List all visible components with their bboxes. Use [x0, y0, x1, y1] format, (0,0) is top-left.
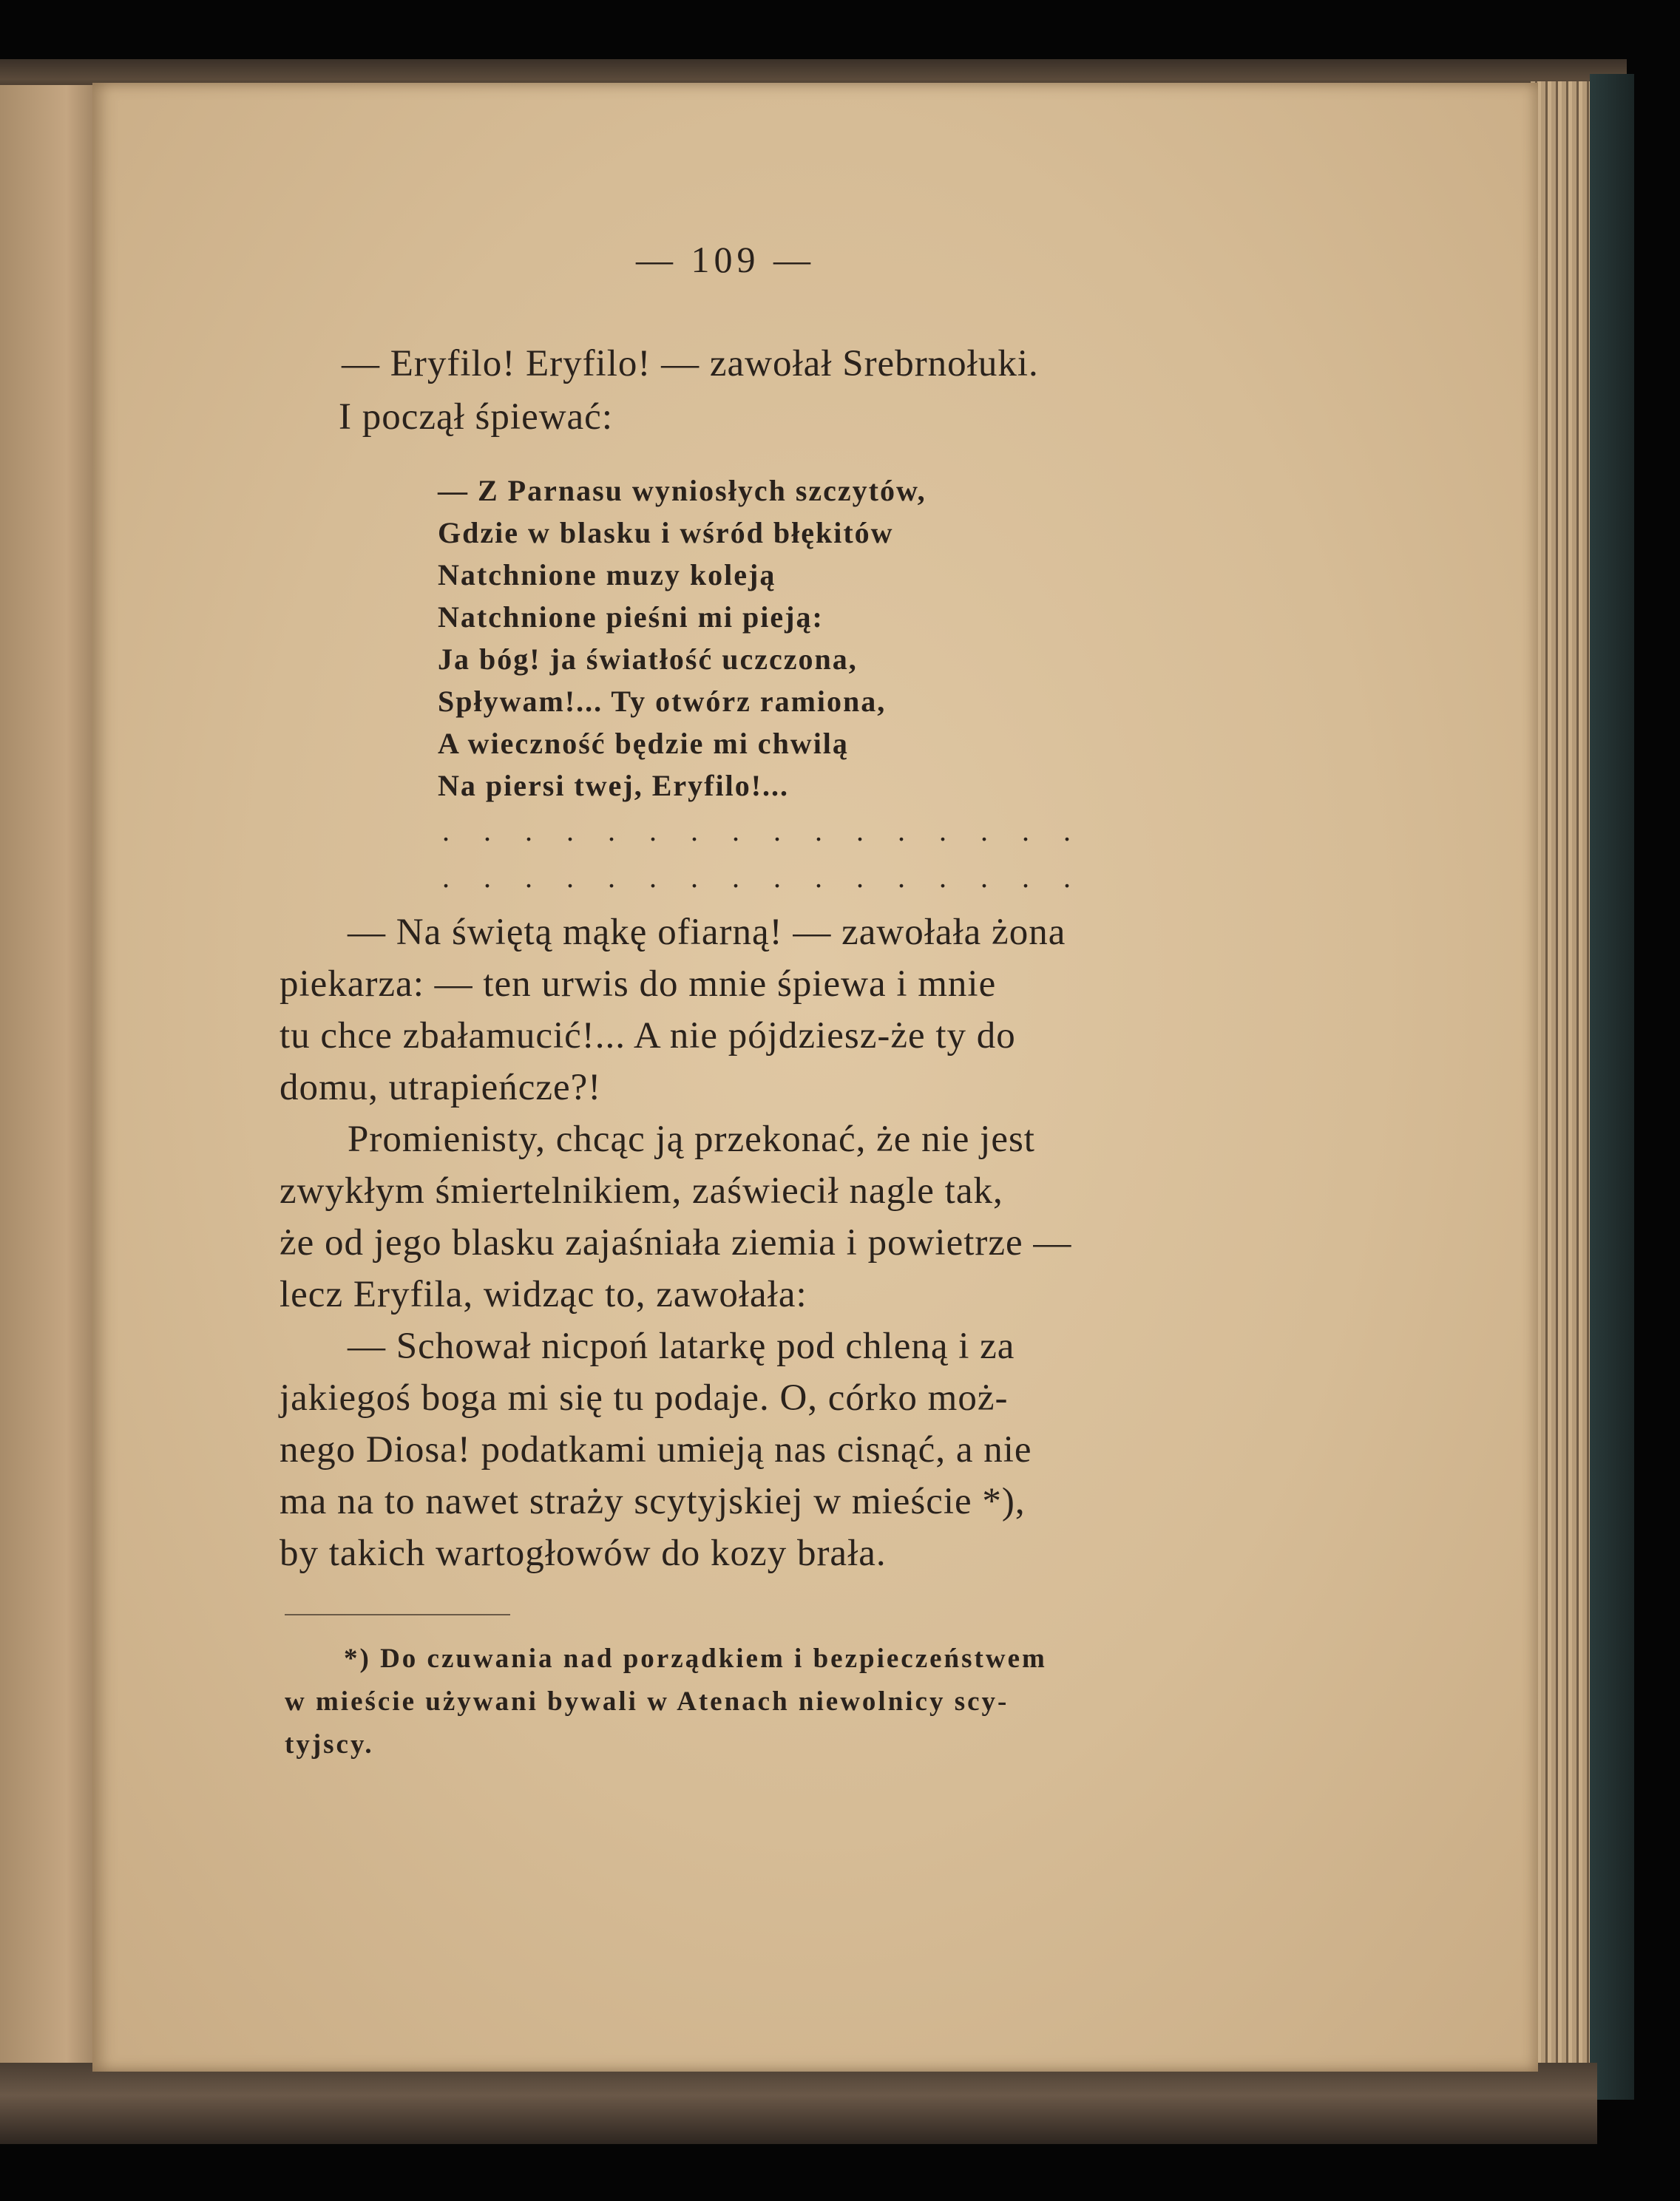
poem-line: Natchnione pieśni mi pieją:: [438, 600, 824, 634]
poem-line: Na piersi twej, Eryfilo!...: [438, 769, 790, 802]
text-line: — Schował nicpoń latarkę pod chleną i za: [348, 1326, 1015, 1367]
footnote-rule: [285, 1614, 510, 1615]
poem-line: Ja bóg! ja światłość uczczona,: [438, 642, 858, 676]
poem-line: Natchnione muzy koleją: [438, 558, 776, 591]
poem-line: A wieczność będzie mi chwilą: [438, 727, 849, 760]
footnote-line: w mieście używani bywali w Atenach niewolnicy scy-: [285, 1686, 1009, 1717]
text-line: I począł śpiewać:: [339, 396, 613, 438]
ellipsis-row: . . . . . . . . . . . . . . . .: [442, 814, 1084, 847]
text-line: ma na to nawet straży scytyjskiej w mieście *),: [280, 1481, 1026, 1522]
book-cover-edge: [1590, 74, 1634, 2100]
text-line: Promienisty, chcąc ją przekonać, że nie jest: [348, 1119, 1035, 1160]
book-spine-bottom: [0, 2063, 1597, 2144]
text-line: — Na świętą mąkę ofiarną! — zawołała żona: [348, 912, 1066, 953]
footnote-line: tyjscy.: [285, 1729, 374, 1760]
poem-line: Spływam!... Ty otwórz ramiona,: [438, 685, 887, 718]
poem-line: Gdzie w blasku i wśród błękitów: [438, 516, 894, 549]
ellipsis-row: . . . . . . . . . . . . . . . .: [442, 861, 1084, 894]
text-line: piekarza: — ten urwis do mnie śpiewa i mnie: [280, 963, 997, 1005]
poem-line: — Z Parnasu wyniosłych szczytów,: [438, 474, 927, 507]
text-line: lecz Eryfila, widząc to, zawołała:: [280, 1274, 807, 1315]
text-line: domu, utrapieńcze?!: [280, 1067, 602, 1108]
text-line: zwykłym śmiertelnikiem, zaświecił nagle tak,: [280, 1170, 1003, 1212]
text-line: nego Diosa! podatkami umieją nas cisnąć, a nie: [280, 1429, 1032, 1471]
footnote-line: *) Do czuwania nad porządkiem i bezpieczeństwem: [344, 1644, 1047, 1674]
text-line: by takich wartogłowów do kozy brała.: [280, 1533, 887, 1574]
text-line: — Eryfilo! Eryfilo! — zawołał Srebrnołuki.: [342, 343, 1039, 384]
text-line: jakiegoś boga mi się tu podaje. O, córko moż-: [280, 1377, 1009, 1419]
page-number: — 109 —: [636, 239, 815, 280]
text-line: tu chce zbałamucić!... A nie pójdziesz-że ty do: [280, 1015, 1016, 1057]
text-line: że od jego blasku zajaśniała ziemia i powietrze —: [280, 1222, 1072, 1264]
